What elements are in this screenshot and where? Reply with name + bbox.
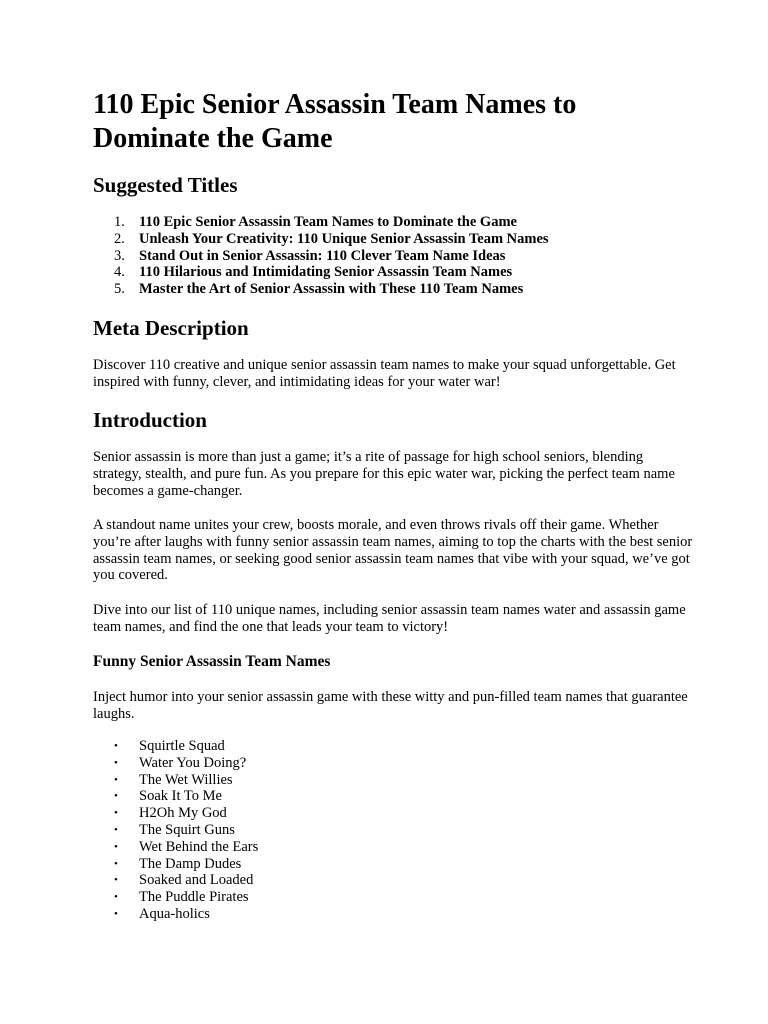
intro-paragraph-2: A standout name unites your crew, boosts morale, and even throws rivals off their game. Whether you’re after laughs with funny senior assassin team names, aiming to top the charts with the best senior assassin team names, or seeking good senior assassin team names that vibe with your squad, we’ve got you covered. (93, 517, 693, 584)
suggested-titles-heading: Suggested Titles (93, 173, 238, 197)
funny-names-heading: Funny Senior Assassin Team Names (93, 653, 331, 670)
bullet-icon: • (114, 790, 118, 803)
bullet-icon: • (114, 907, 118, 920)
bullet-icon: • (114, 756, 118, 769)
intro-paragraph-3: Dive into our list of 110 unique names, including senior assassin team names water and assassin game team names, and find the one that leads your team to victory! (93, 602, 686, 635)
bullet-icon: • (114, 840, 118, 853)
bullet-icon: • (114, 857, 118, 870)
page-title: 110 Epic Senior Assassin Team Names to Dominate the Game (93, 89, 577, 154)
list-number: 4. (114, 264, 125, 281)
list-item-text: 110 Epic Senior Assassin Team Names to Dominate the Game (139, 214, 517, 230)
meta-description-heading: Meta Description (93, 316, 249, 340)
team-name: The Puddle Pirates (139, 889, 249, 906)
list-item-text: Master the Art of Senior Assassin with These 110 Team Names (139, 281, 524, 298)
list-item-text: 110 Hilarious and Intimidating Senior Assassin Team Names (139, 264, 513, 281)
list-item-text: Stand Out in Senior Assassin: 110 Clever Team Name Ideas (139, 247, 506, 264)
team-name: Water You Doing? (139, 754, 247, 771)
meta-description-text: Discover 110 creative and unique senior assassin team names to make your squad unforgettable. Get inspired with funny, clever, and intimidating ideas for your water war! (93, 357, 676, 390)
list-number: 2. (114, 230, 125, 247)
bullet-icon: • (114, 773, 118, 786)
team-name: Squirtle Squad (139, 738, 225, 754)
team-name: The Wet Willies (139, 771, 233, 788)
list-item-text: Unleash Your Creativity: 110 Unique Senior Assassin Team Names (139, 230, 549, 247)
bullet-icon: • (114, 807, 118, 820)
funny-names-intro: Inject humor into your senior assassin game with these witty and pun-filled team names that guarantee laughs. (93, 689, 688, 722)
list-number: 5. (114, 281, 125, 298)
list-number: 3. (114, 247, 125, 264)
bullet-icon: • (114, 874, 118, 887)
introduction-heading: Introduction (93, 408, 207, 432)
team-name: Wet Behind the Ears (139, 838, 259, 855)
bullet-icon: • (114, 891, 118, 904)
team-name: H2Oh My God (139, 805, 227, 822)
bullet-icon: • (114, 740, 118, 752)
bullet-icon: • (114, 823, 118, 836)
list-number: 1. (114, 214, 125, 230)
team-name: Soaked and Loaded (139, 872, 254, 889)
intro-paragraph-1: Senior assassin is more than just a game; it’s a rite of passage for high school seniors, blending strategy, stealth, and pure fun. As you prepare for this epic water war, picking the perfect team name becomes a game-changer. (93, 449, 675, 499)
team-name: Aqua-holics (139, 905, 210, 922)
team-name: Soak It To Me (139, 788, 222, 805)
team-name: The Squirt Guns (139, 821, 235, 838)
team-name: The Damp Dudes (139, 855, 242, 872)
